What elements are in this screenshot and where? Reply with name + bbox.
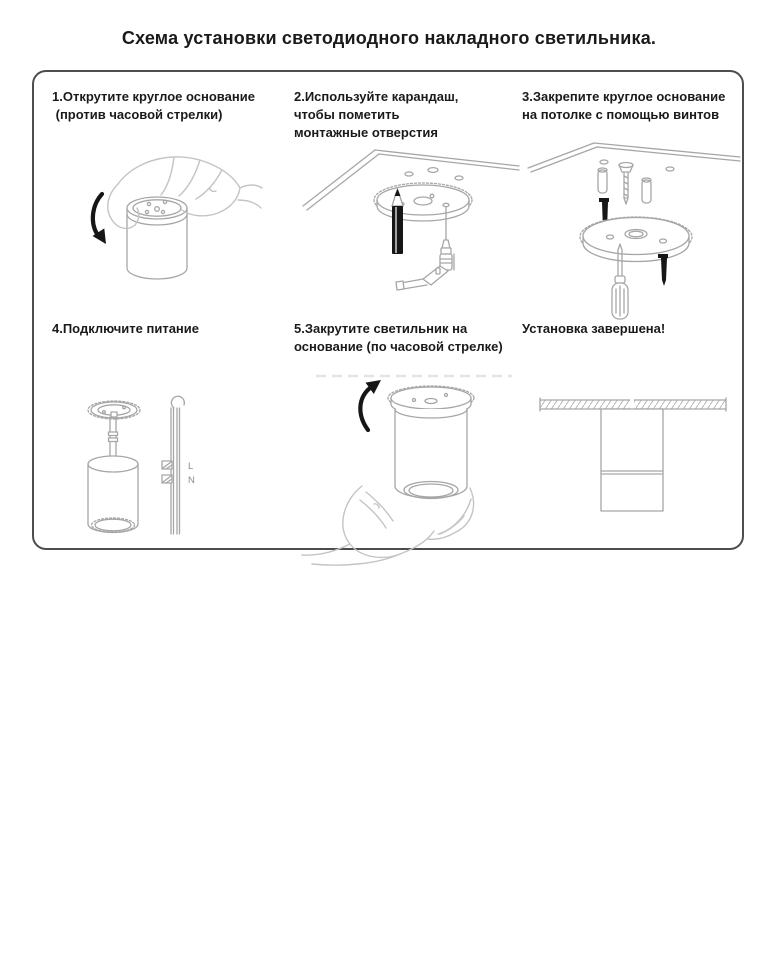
hand-from-below	[302, 486, 474, 565]
step3-caption	[522, 88, 738, 124]
caption-line: Установка завершена!	[522, 321, 666, 336]
step4-illustration	[57, 384, 247, 556]
panel-step-3	[522, 88, 738, 304]
step5-illustration	[294, 368, 534, 560]
panel-step-5	[294, 320, 522, 536]
cylinder-luminaire	[395, 409, 467, 499]
round-base-plate	[580, 217, 692, 262]
panel-step-1	[52, 88, 290, 304]
panel-step-2	[294, 88, 522, 304]
step3-illustration	[524, 140, 744, 310]
step2-illustration	[299, 144, 524, 304]
step1-illustration	[62, 148, 267, 303]
suspension-rod	[109, 417, 118, 458]
caption-line: 5.Закрутите светильник на	[294, 321, 468, 336]
power-wires	[162, 396, 195, 534]
caption-line: на потолке с помощью винтов	[522, 107, 720, 122]
caption-line: основание (по часовой стрелке)	[294, 339, 503, 354]
caption-line: чтобы пометить	[294, 107, 400, 122]
pencil-marking-illustration-icon	[299, 144, 524, 304]
caption-line: 3.Закрепите круглое основание	[522, 89, 726, 104]
step1-caption	[52, 88, 290, 124]
step6-illustration	[530, 378, 735, 520]
panel-step-6	[522, 320, 738, 536]
round-base-plate	[374, 183, 472, 221]
surface-mounted-luminaire	[601, 409, 663, 511]
page-title: Схема установки светодиодного накладного светильника.	[121, 28, 657, 48]
counterclockwise-arrow-icon	[93, 194, 107, 244]
panel-step-4	[52, 320, 290, 536]
ceiling-base	[88, 401, 140, 419]
clockwise-arrow-icon	[360, 380, 381, 430]
caption-line: монтажные отверстия	[294, 125, 438, 140]
installed-luminaire-illustration-icon	[530, 378, 735, 520]
pendant-luminaire-illustration-icon	[57, 384, 247, 556]
step5-caption	[294, 320, 522, 356]
wire-label-live: L	[188, 461, 194, 472]
cylinder-luminaire	[88, 456, 138, 533]
fixing-base-illustration-icon	[524, 140, 744, 310]
instructions-box	[32, 70, 744, 550]
step4-caption	[52, 320, 290, 338]
caption-line: 2.Используйте карандаш,	[294, 89, 459, 104]
ceiling-corner	[528, 143, 740, 172]
caption-line: (против часовой стрелки)	[52, 107, 223, 122]
caption-line: 4.Подключите питание	[52, 321, 199, 336]
screwing-luminaire-illustration-icon	[294, 368, 534, 560]
cylinder-luminaire	[127, 197, 187, 279]
unscrew-base-illustration-icon	[62, 148, 267, 303]
gray-screw	[619, 163, 633, 205]
step6-caption	[522, 320, 738, 338]
step2-caption	[294, 88, 522, 142]
wire-label-neutral: N	[188, 475, 195, 486]
caption-line: 1.Открутите круглое основание	[52, 89, 255, 104]
